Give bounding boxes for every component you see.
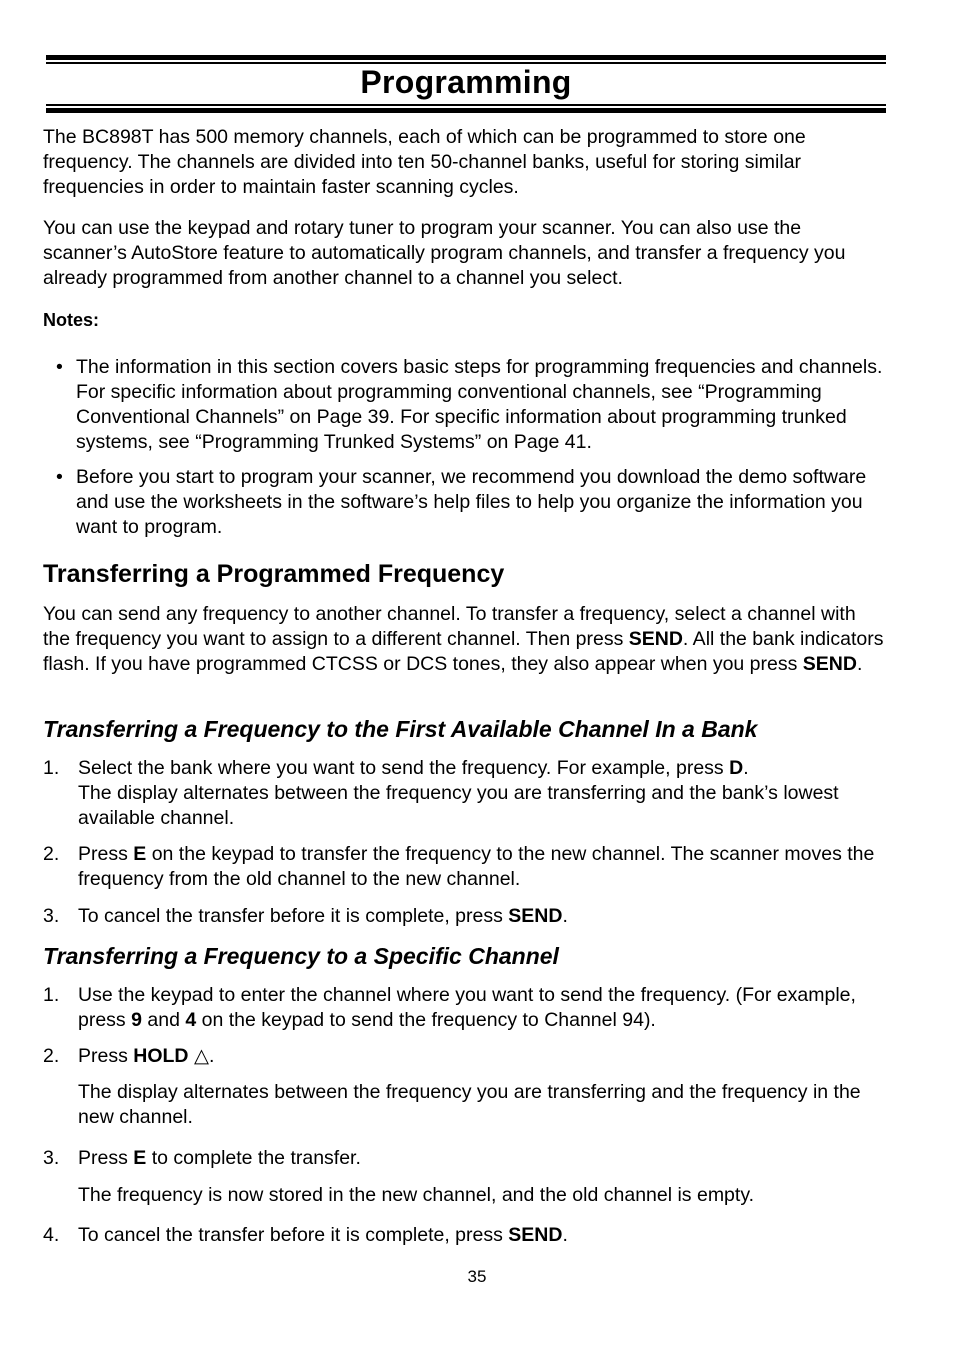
step-text: Press E to complete the transfer. <box>78 1147 361 1169</box>
step-text: Press HOLD △. <box>78 1045 215 1067</box>
step-text: Press E on the keypad to transfer the frequency to the new channel. The scanner moves the frequency from the old channel to the new channel. <box>78 843 875 890</box>
step-number: 3. <box>43 1147 60 1169</box>
intro-paragraph-2: You can use the keypad and rotary tuner to program your scanner. You can also use the scanner’s AutoStore feature to automatically program channels, and transfer a frequency you already programmed from another channel to a channel you select. <box>43 217 846 289</box>
step-number: 2. <box>43 1045 60 1067</box>
step-text: To cancel the transfer before it is complete, press SEND. <box>78 1224 568 1246</box>
step-item <box>43 983 888 1033</box>
subsection-heading: Transferring a Frequency to the First Available Channel In a Bank <box>43 716 758 742</box>
step-item <box>43 756 888 831</box>
note-item <box>56 355 888 455</box>
header-bottom-rule-thin <box>46 104 886 106</box>
step-number: 4. <box>43 1224 60 1246</box>
header-top-rule <box>46 55 886 60</box>
bullet-icon: • <box>56 466 63 488</box>
subsection-heading: Transferring a Frequency to a Specific Channel <box>43 943 559 969</box>
step-note: The display alternates between the frequency you are transferring and the frequency in the new channel. <box>78 1081 861 1128</box>
step-note: The frequency is now stored in the new channel, and the old channel is empty. <box>78 1184 755 1206</box>
step-item <box>43 1044 888 1069</box>
bullet-icon: • <box>56 356 63 378</box>
note-item <box>56 465 888 540</box>
step-number: 3. <box>43 905 60 927</box>
page-title: Programming <box>360 64 572 100</box>
step-text: Select the bank where you want to send the frequency. For example, press D. The display alternates between the frequency you are transferring and the bank’s lowest available channel. <box>78 757 839 829</box>
step-text: To cancel the transfer before it is complete, press SEND. <box>78 905 568 927</box>
step-item <box>43 904 888 929</box>
step-number: 1. <box>43 984 60 1006</box>
page-number: 35 <box>467 1267 487 1286</box>
step-text: Use the keypad to enter the channel where you want to send the frequency. (For example, press 9 and 4 on the keypad to send the frequency to Channel 94). <box>78 984 856 1031</box>
step-item <box>43 842 888 892</box>
triangle-up-icon: △ <box>193 1045 209 1067</box>
intro-paragraph-1: The BC898T has 500 memory channels, each of which can be programmed to store one frequency. The channels are divided into ten 50-channel banks, useful for storing similar frequencies in order to maintain faster scanning cycles. <box>43 126 806 198</box>
note-text: The information in this section covers basic steps for programming frequencies and channels. For specific information about programming conventional channels, see “Programming Conventional Channels” on Page 39. For specific information about programming trunked systems, see “Programming Trunked Systems” on Page 41. <box>76 356 883 453</box>
section-heading: Transferring a Programmed Frequency <box>43 560 505 588</box>
step-item <box>43 1146 888 1171</box>
step-number: 2. <box>43 843 60 865</box>
step-number: 1. <box>43 757 60 779</box>
note-text: Before you start to program your scanner, we recommend you download the demo software and use the worksheets in the software’s help files to help you organize the information you want to program. <box>76 466 867 538</box>
section-paragraph: You can send any frequency to another channel. To transfer a frequency, select a channel with the frequency you want to assign to a different channel. Then press SEND. All the bank indicators flash. If you have programmed CTCSS or DCS tones, they also appear when you press SEND. <box>43 603 884 675</box>
step-item <box>43 1223 888 1248</box>
notes-label: Notes: <box>43 310 100 330</box>
header-bottom-rule <box>46 108 886 113</box>
